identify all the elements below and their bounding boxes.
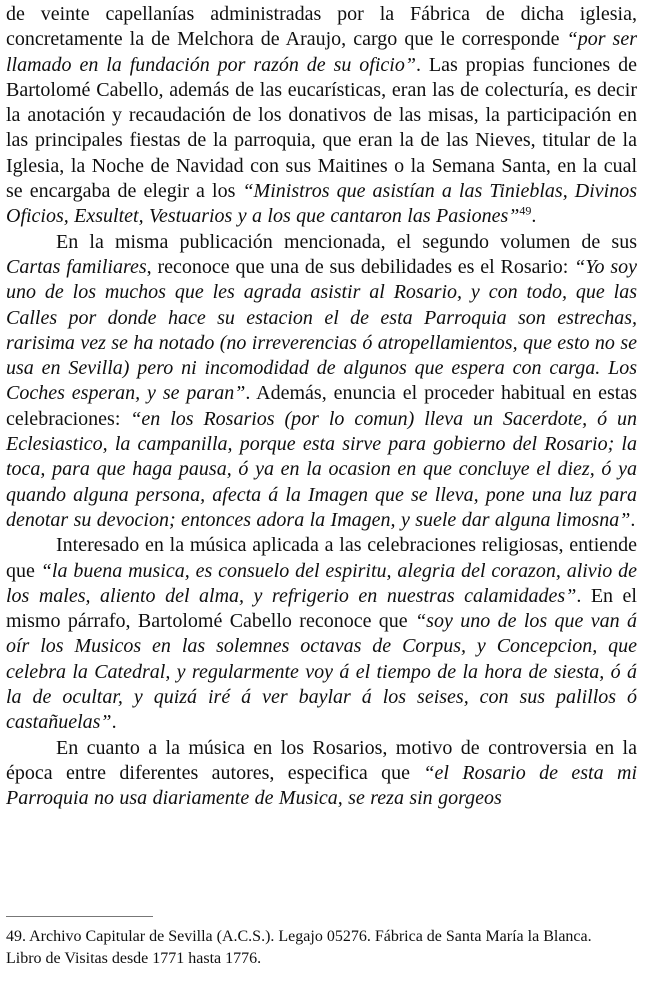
paragraph <box>6 2 637 230</box>
body-run: En la misma publicación mencionada, el segundo volumen de sus <box>56 230 637 253</box>
footnote-line: Libro de Visitas desde 1771 hasta 1776. <box>6 949 262 967</box>
footnote-lines <box>6 926 641 969</box>
paragraph <box>6 736 637 812</box>
body-run: Interesado en la música aplicada a las celebraciones religiosas, entiende que <box>6 534 637 582</box>
body-run: . <box>531 205 537 228</box>
body-run: En cuanto a la música en los Rosarios, motivo de controversia en la época entre diferentes autores, especifica que <box>6 736 637 784</box>
footnote-separator <box>6 916 153 917</box>
body-run: . En el mismo párrafo, Bartolomé Cabello reconoce que <box>6 584 637 633</box>
italic-quote: “soy uno de los que van á oír los Musicos en las solemnes octavas de Corpus, y Concepcion, que celebra la Catedral, y regularmente voy á el tiempo de la hora de siesta, ó á la de ocultar, y quizá iré á ver baylar á los seises, con sus palillos ó castañuelas” <box>6 610 638 734</box>
italic-quote: “por ser llamado en la fundación por razón de su oficio” <box>6 28 637 76</box>
italic-quote: “Yo soy uno de los muchos que les agrada asistir al Rosario, y con todo, que las Calles por donde hace su estacion el de esta Parroquia son estrechas, rarisima vez se ha notado (no irreverencias ó atropellamientos, que esto no se usa en Sevilla) pero ni incomodidad de algunos que espera con carga. Los Coches esperan, y se paran” <box>6 255 637 405</box>
body-run: , reconoce que una de sus debilidades es el Rosario: <box>146 255 575 278</box>
body-text <box>6 2 637 812</box>
italic-quote: “en los Rosarios (por lo comun) lleva un Sacerdote, ó un Eclesiastico, la campanilla, porque esta sirve para gobierno del Rosario; la toca, para que haga pausa, ó ya en la ocasion en que concluye el diez, ó ya quando alguna persona, afecta á la Imagen que se lleva, pone una luz para denotar su devocion; entonces adora la Imagen, y suele dar alguna limosna” <box>6 407 637 531</box>
paragraph <box>6 533 637 735</box>
italic-quote: “Ministros que asistían a las Tinieblas, Divinos Oficios, Exsultet, Vestuarios y a los que cantaron las Pasiones” <box>6 180 637 228</box>
italic-quote: Cartas familiares <box>6 255 147 278</box>
body-run: . Además, enuncia el proceder habitual en estas celebraciones: <box>6 382 637 430</box>
footnote <box>6 916 641 969</box>
paragraph <box>6 230 637 534</box>
body-run: . <box>111 711 117 734</box>
footnote-line: 49. Archivo Capitular de Sevilla (A.C.S.). Legajo 05276. Fábrica de Santa María la Blanca. <box>6 928 592 945</box>
italic-quote: “la buena musica, es consuelo del espiritu, alegria del corazon, alivio de los males, aliento del alma, y refrigerio en nuestras calamidades” <box>6 559 637 607</box>
body-run: de veinte capellanías administradas por la Fábrica de dicha iglesia, concretamente la de Melchora de Araujo, cargo que le corresponde <box>6 3 637 51</box>
footnote-marker: 49 <box>519 203 532 218</box>
body-run: . <box>630 508 636 531</box>
body-run: . Las propias funciones de Bartolomé Cabello, además de las eucarísticas, eran las de colecturía, es decir la anotación y recaudación de los donativos de las misas, la participación en las principales fiestas de la parroquia, que eran la de las Nieves, titular de la Iglesia, la Noche de Navidad con sus Maitines o la Semana Santa, en la cual se encargaba de elegir a los <box>6 53 637 203</box>
italic-quote: “el Rosario de esta mi Parroquia no usa diariamente de Musica, se reza sin gorgeos <box>6 761 638 810</box>
